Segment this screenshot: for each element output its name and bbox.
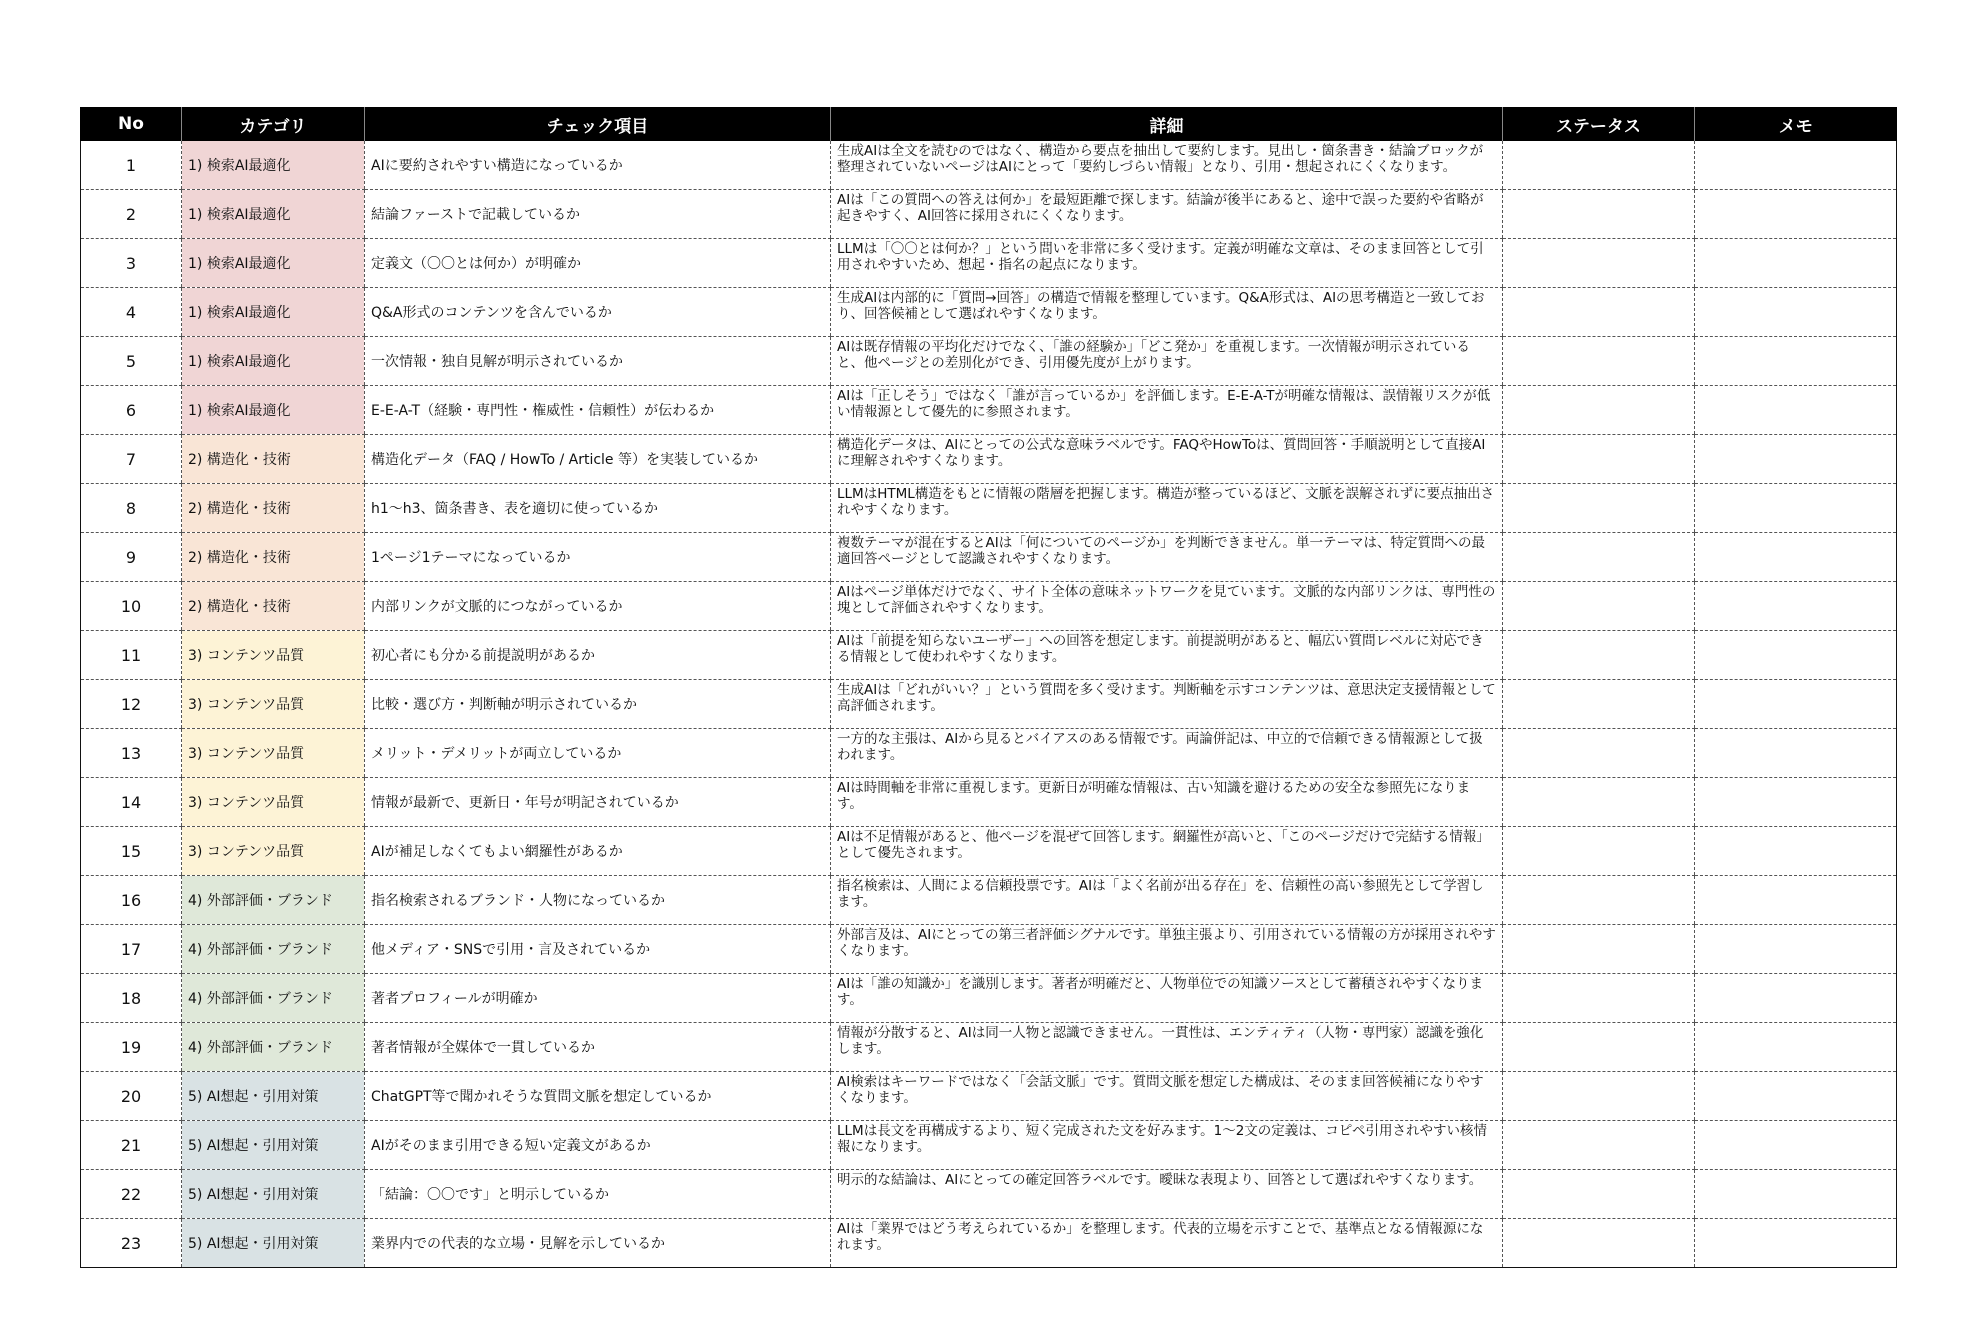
row-no: 4 <box>81 288 182 337</box>
row-memo-cell[interactable] <box>1695 925 1897 974</box>
row-status-cell[interactable] <box>1503 484 1695 533</box>
row-no: 6 <box>81 386 182 435</box>
row-detail <box>831 1170 1503 1219</box>
row-detail <box>831 582 1503 631</box>
row-status-cell[interactable] <box>1503 778 1695 827</box>
table-row <box>81 533 1897 582</box>
row-status-cell[interactable] <box>1503 1170 1695 1219</box>
table-row <box>81 925 1897 974</box>
row-status-cell[interactable] <box>1503 680 1695 729</box>
row-detail <box>831 533 1503 582</box>
table-row <box>81 631 1897 680</box>
table-row <box>81 435 1897 484</box>
row-no: 3 <box>81 239 182 288</box>
row-detail-text: AI検索はキーワードではなく「会話文脈」です。質問文脈を想定した構成は、そのまま回答候補になりやすくなります。 <box>837 1074 1484 1106</box>
row-category: 1) 検索AI最適化 <box>182 190 365 239</box>
row-detail <box>831 288 1503 337</box>
row-check-item: 構造化データ（FAQ / HowTo / Article 等）を実装しているか <box>365 435 831 484</box>
row-detail-text: LLMは「〇〇とは何か？」という問いを非常に多く受けます。定義が明確な文章は、そのまま回答として引用されやすいため、想起・指名の起点になります。 <box>837 241 1484 273</box>
row-detail <box>831 1023 1503 1072</box>
header-status: ステータス <box>1503 107 1695 141</box>
row-category: 2) 構造化・技術 <box>182 582 365 631</box>
row-check-item: 結論ファーストで記載しているか <box>365 190 831 239</box>
row-detail-text: AIは不足情報があると、他ページを混ぜて回答します。網羅性が高いと、「このページだけで完結する情報」として優先されます。 <box>837 829 1490 861</box>
row-memo-cell[interactable] <box>1695 288 1897 337</box>
table-row <box>81 484 1897 533</box>
table-row <box>81 288 1897 337</box>
row-no: 20 <box>81 1072 182 1121</box>
table-row <box>81 778 1897 827</box>
row-status-cell[interactable] <box>1503 974 1695 1023</box>
row-memo-cell[interactable] <box>1695 778 1897 827</box>
row-category: 1) 検索AI最適化 <box>182 337 365 386</box>
row-detail-text: 明示的な結論は、AIにとっての確定回答ラベルです。曖昧な表現より、回答として選ばれやすくなります。 <box>837 1172 1483 1188</box>
row-detail-text: LLMはHTML構造をもとに情報の階層を把握します。構造が整っているほど、文脈を誤解されずに要点抽出されやすくなります。 <box>837 486 1495 518</box>
table-body <box>81 141 1897 1268</box>
row-status-cell[interactable] <box>1503 631 1695 680</box>
row-category: 4) 外部評価・ブランド <box>182 925 365 974</box>
row-no: 11 <box>81 631 182 680</box>
row-memo-cell[interactable] <box>1695 680 1897 729</box>
header-check: チェック項目 <box>365 107 831 141</box>
row-no: 10 <box>81 582 182 631</box>
row-check-item: メリット・デメリットが両立しているか <box>365 729 831 778</box>
row-no: 15 <box>81 827 182 876</box>
row-category: 2) 構造化・技術 <box>182 435 365 484</box>
checklist-table <box>80 107 1897 1268</box>
row-no: 22 <box>81 1170 182 1219</box>
table-row <box>81 876 1897 925</box>
row-detail-text: AIは「この質問への答えは何か」を最短距離で探します。結論が後半にあると、途中で誤った要約や省略が起きやすく、AI回答に採用されにくくなります。 <box>837 192 1484 224</box>
row-no: 8 <box>81 484 182 533</box>
row-status-cell[interactable] <box>1503 827 1695 876</box>
row-no: 9 <box>81 533 182 582</box>
row-memo-cell[interactable] <box>1695 1170 1897 1219</box>
row-detail <box>831 386 1503 435</box>
row-check-item: E-E-A-T（経験・専門性・権威性・信頼性）が伝わるか <box>365 386 831 435</box>
header-detail: 詳細 <box>831 107 1503 141</box>
row-no: 13 <box>81 729 182 778</box>
row-check-item: 情報が最新で、更新日・年号が明記されているか <box>365 778 831 827</box>
table-row <box>81 974 1897 1023</box>
row-status-cell[interactable] <box>1503 925 1695 974</box>
row-status-cell[interactable] <box>1503 582 1695 631</box>
row-no: 5 <box>81 337 182 386</box>
row-detail <box>831 974 1503 1023</box>
row-memo-cell[interactable] <box>1695 1023 1897 1072</box>
row-status-cell[interactable] <box>1503 288 1695 337</box>
table-row <box>81 1072 1897 1121</box>
row-memo-cell[interactable] <box>1695 337 1897 386</box>
row-memo-cell[interactable] <box>1695 876 1897 925</box>
table-row <box>81 1219 1897 1268</box>
row-memo-cell[interactable] <box>1695 190 1897 239</box>
row-detail-text: AIはページ単体だけでなく、サイト全体の意味ネットワークを見ています。文脈的な内部リンクは、専門性の塊として評価されやすくなります。 <box>837 584 1496 616</box>
row-status-cell[interactable] <box>1503 386 1695 435</box>
row-category: 3) コンテンツ品質 <box>182 729 365 778</box>
row-category: 5) AI想起・引用対策 <box>182 1170 365 1219</box>
row-memo-cell[interactable] <box>1695 386 1897 435</box>
row-memo-cell[interactable] <box>1695 1219 1897 1268</box>
header-category: カテゴリ <box>182 107 365 141</box>
row-no: 1 <box>81 141 182 190</box>
row-check-item: 定義文（〇〇とは何か）が明確か <box>365 239 831 288</box>
row-detail-text: 生成AIは全文を読むのではなく、構造から要点を抽出して要約します。見出し・箇条書き・結論ブロックが整理されていないページはAIにとって「要約しづらい情報」となり、引用・想起されにくくなります。 <box>837 143 1484 175</box>
header-row <box>81 107 1897 141</box>
row-memo-cell[interactable] <box>1695 1121 1897 1170</box>
table-row <box>81 337 1897 386</box>
row-status-cell[interactable] <box>1503 1121 1695 1170</box>
row-detail <box>831 729 1503 778</box>
row-category: 4) 外部評価・ブランド <box>182 1023 365 1072</box>
row-detail <box>831 778 1503 827</box>
row-status-cell[interactable] <box>1503 1023 1695 1072</box>
row-check-item: 著者情報が全媒体で一貫しているか <box>365 1023 831 1072</box>
row-category: 4) 外部評価・ブランド <box>182 876 365 925</box>
table-row <box>81 1170 1897 1219</box>
table-row <box>81 827 1897 876</box>
row-detail-text: 複数テーマが混在するとAIは「何についてのページか」を判断できません。単一テーマは、特定質問への最適回答ページとして認識されやすくなります。 <box>837 535 1485 567</box>
row-detail-text: AIは「正しそう」ではなく「誰が言っているか」を評価します。E-E-A-Tが明確な情報は、誤情報リスクが低い情報源として優先的に参照されます。 <box>837 388 1491 420</box>
row-detail-text: 構造化データは、AIにとっての公式な意味ラベルです。FAQやHowToは、質問回答・手順説明として直接AIに理解されやすくなります。 <box>837 437 1486 469</box>
row-category: 1) 検索AI最適化 <box>182 239 365 288</box>
row-detail <box>831 337 1503 386</box>
row-detail <box>831 190 1503 239</box>
row-category: 3) コンテンツ品質 <box>182 631 365 680</box>
row-status-cell[interactable] <box>1503 1219 1695 1268</box>
row-check-item: 著者プロフィールが明確か <box>365 974 831 1023</box>
row-detail <box>831 680 1503 729</box>
row-no: 23 <box>81 1219 182 1268</box>
table-row <box>81 239 1897 288</box>
row-detail <box>831 876 1503 925</box>
row-status-cell[interactable] <box>1503 533 1695 582</box>
row-detail <box>831 239 1503 288</box>
row-memo-cell[interactable] <box>1695 974 1897 1023</box>
row-status-cell[interactable] <box>1503 435 1695 484</box>
row-detail <box>831 141 1503 190</box>
row-no: 16 <box>81 876 182 925</box>
row-check-item: 一次情報・独自見解が明示されているか <box>365 337 831 386</box>
row-check-item: 比較・選び方・判断軸が明示されているか <box>365 680 831 729</box>
row-detail-text: 一方的な主張は、AIから見るとバイアスのある情報です。両論併記は、中立的で信頼できる情報源として扱われます。 <box>837 731 1483 763</box>
row-detail-text: 生成AIは「どれがいい？」という質問を多く受けます。判断軸を示すコンテンツは、意思決定支援情報として高評価されます。 <box>837 682 1496 714</box>
row-memo-cell[interactable] <box>1695 1072 1897 1121</box>
row-no: 12 <box>81 680 182 729</box>
row-memo-cell[interactable] <box>1695 435 1897 484</box>
table-row <box>81 729 1897 778</box>
row-detail-text: AIは既存情報の平均化だけでなく、「誰の経験か」「どこ発か」を重視します。一次情報が明示されていると、他ページとの差別化ができ、引用優先度が上がります。 <box>837 339 1470 371</box>
row-check-item: 「結論：〇〇です」と明示しているか <box>365 1170 831 1219</box>
row-detail <box>831 631 1503 680</box>
row-detail-text: 外部言及は、AIにとっての第三者評価シグナルです。単独主張より、引用されている情報の方が採用されやすくなります。 <box>837 927 1496 959</box>
row-detail <box>831 1072 1503 1121</box>
row-category: 3) コンテンツ品質 <box>182 827 365 876</box>
row-check-item: h1〜h3、箇条書き、表を適切に使っているか <box>365 484 831 533</box>
row-detail-text: AIは「業界ではどう考えられているか」を整理します。代表的立場を示すことで、基準点となる情報源になれます。 <box>837 1221 1484 1253</box>
row-check-item: 他メディア・SNSで引用・言及されているか <box>365 925 831 974</box>
table-row <box>81 582 1897 631</box>
table-row <box>81 190 1897 239</box>
row-no: 7 <box>81 435 182 484</box>
row-memo-cell[interactable] <box>1695 141 1897 190</box>
row-check-item: 指名検索されるブランド・人物になっているか <box>365 876 831 925</box>
table-row <box>81 386 1897 435</box>
row-detail <box>831 1219 1503 1268</box>
row-detail-text: LLMは長文を再構成するより、短く完成された文を好みます。1〜2文の定義は、コピペ引用されやすい核情報になります。 <box>837 1123 1488 1155</box>
row-check-item: AIが補足しなくてもよい網羅性があるか <box>365 827 831 876</box>
row-no: 19 <box>81 1023 182 1072</box>
row-status-cell[interactable] <box>1503 337 1695 386</box>
row-memo-cell[interactable] <box>1695 484 1897 533</box>
row-check-item: 1ページ1テーマになっているか <box>365 533 831 582</box>
row-memo-cell[interactable] <box>1695 533 1897 582</box>
row-memo-cell[interactable] <box>1695 239 1897 288</box>
row-check-item: AIに要約されやすい構造になっているか <box>365 141 831 190</box>
row-category: 2) 構造化・技術 <box>182 484 365 533</box>
row-status-cell[interactable] <box>1503 239 1695 288</box>
row-check-item: AIがそのまま引用できる短い定義文があるか <box>365 1121 831 1170</box>
row-memo-cell[interactable] <box>1695 631 1897 680</box>
row-detail-text: 情報が分散すると、AIは同一人物と認識できません。一貫性は、エンティティ（人物・専門家）認識を強化します。 <box>837 1025 1484 1057</box>
row-detail-text: AIは時間軸を非常に重視します。更新日が明確な情報は、古い知識を避けるための安全な参照先になります。 <box>837 780 1471 812</box>
row-no: 2 <box>81 190 182 239</box>
row-status-cell[interactable] <box>1503 729 1695 778</box>
header-no: No <box>81 107 182 141</box>
row-no: 17 <box>81 925 182 974</box>
row-detail <box>831 435 1503 484</box>
row-no: 21 <box>81 1121 182 1170</box>
row-status-cell[interactable] <box>1503 141 1695 190</box>
row-memo-cell[interactable] <box>1695 582 1897 631</box>
row-category: 2) 構造化・技術 <box>182 533 365 582</box>
row-category: 1) 検索AI最適化 <box>182 288 365 337</box>
row-detail-text: AIは「誰の知識か」を識別します。著者が明確だと、人物単位での知識ソースとして蓄積されやすくなります。 <box>837 976 1483 1008</box>
header-memo: メモ <box>1695 107 1897 141</box>
row-status-cell[interactable] <box>1503 876 1695 925</box>
row-memo-cell[interactable] <box>1695 729 1897 778</box>
row-detail-text: AIは「前提を知らないユーザー」への回答を想定します。前提説明があると、幅広い質問レベルに対応できる情報として使われやすくなります。 <box>837 633 1484 665</box>
row-check-item: 業界内での代表的な立場・見解を示しているか <box>365 1219 831 1268</box>
row-category: 5) AI想起・引用対策 <box>182 1219 365 1268</box>
row-check-item: ChatGPT等で聞かれそうな質問文脈を想定しているか <box>365 1072 831 1121</box>
row-detail <box>831 827 1503 876</box>
row-detail <box>831 1121 1503 1170</box>
row-detail <box>831 925 1503 974</box>
row-category: 3) コンテンツ品質 <box>182 680 365 729</box>
table-row <box>81 1121 1897 1170</box>
table-row <box>81 141 1897 190</box>
row-no: 18 <box>81 974 182 1023</box>
row-detail <box>831 484 1503 533</box>
row-category: 4) 外部評価・ブランド <box>182 974 365 1023</box>
row-status-cell[interactable] <box>1503 190 1695 239</box>
row-check-item: 内部リンクが文脈的につながっているか <box>365 582 831 631</box>
row-category: 5) AI想起・引用対策 <box>182 1121 365 1170</box>
table-row <box>81 1023 1897 1072</box>
row-category: 5) AI想起・引用対策 <box>182 1072 365 1121</box>
row-category: 1) 検索AI最適化 <box>182 141 365 190</box>
row-category: 1) 検索AI最適化 <box>182 386 365 435</box>
row-memo-cell[interactable] <box>1695 827 1897 876</box>
row-detail-text: 指名検索は、人間による信頼投票です。AIは「よく名前が出る存在」を、信頼性の高い参照先として学習します。 <box>837 878 1484 910</box>
table-row <box>81 680 1897 729</box>
row-detail-text: 生成AIは内部的に「質問→回答」の構造で情報を整理しています。Q&A形式は、AIの思考構造と一致しており、回答候補として選ばれやすくなります。 <box>837 290 1485 322</box>
row-no: 14 <box>81 778 182 827</box>
row-check-item: 初心者にも分かる前提説明があるか <box>365 631 831 680</box>
row-status-cell[interactable] <box>1503 1072 1695 1121</box>
row-check-item: Q&A形式のコンテンツを含んでいるか <box>365 288 831 337</box>
row-category: 3) コンテンツ品質 <box>182 778 365 827</box>
